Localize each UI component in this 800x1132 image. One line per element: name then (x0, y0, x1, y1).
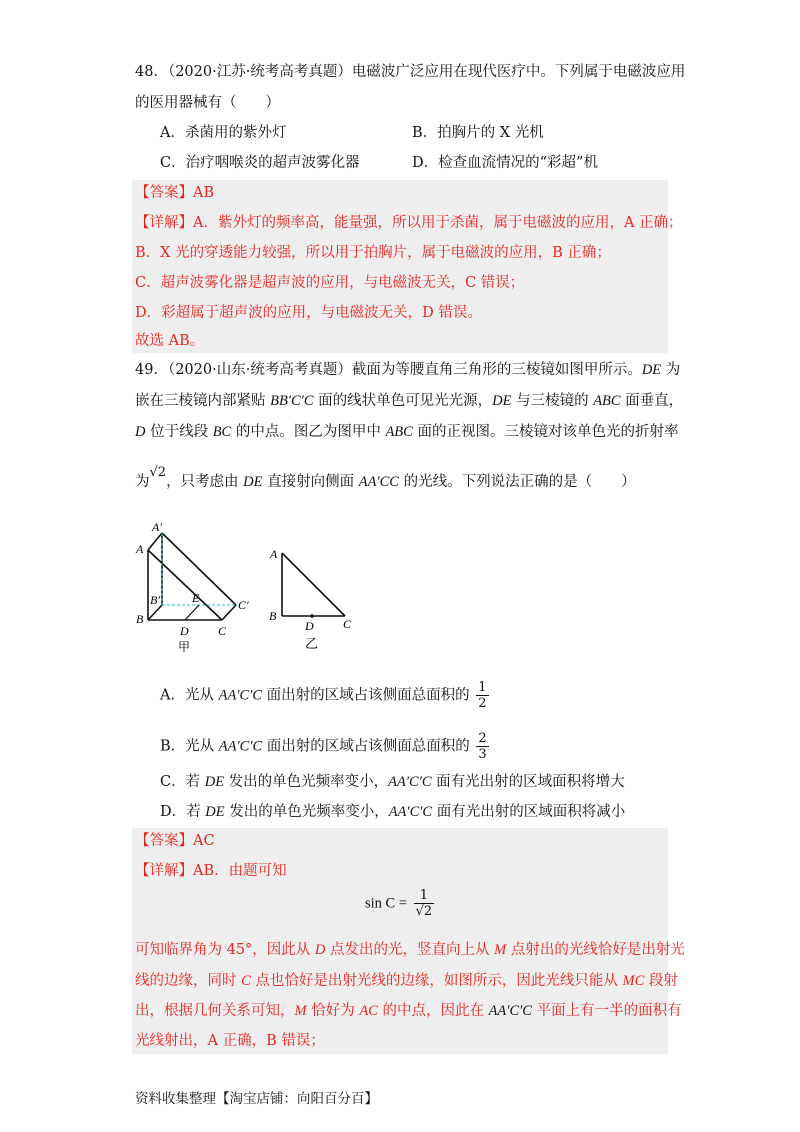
q48-detail-5: 故选 AB。 (135, 333, 205, 349)
text: 可知临界角为 45°，因此从 (135, 942, 315, 958)
var-de: DE (492, 393, 512, 409)
text: 为 (661, 362, 681, 378)
text: 的中点。图乙为图甲中 (231, 424, 386, 440)
denominator: 2 (478, 696, 487, 711)
denominator: 3 (478, 747, 487, 762)
q48-answer: 【答案】AB (135, 185, 215, 201)
var-face: AA′C′C (488, 1003, 532, 1019)
caption-jia: 甲 (178, 640, 191, 654)
numerator: 1 (414, 888, 435, 904)
q48-option-a: A．杀菌用的紫外灯 (160, 125, 287, 141)
sqrt2-symbol: √2 (149, 465, 167, 480)
label-c: C (343, 617, 352, 631)
label-a: A (270, 547, 278, 561)
q48-stem-line2: 的医用器械有（ ） (135, 95, 280, 111)
label-a-prime: A′ (152, 520, 162, 534)
label-b-prime: B′ (150, 593, 160, 607)
text: 为 (135, 474, 150, 490)
footer-source: 资料收集整理【淘宝店铺：向阳百分百】 (135, 1091, 378, 1107)
var-mc: MC (622, 973, 645, 989)
label-c-prime: C′ (238, 598, 249, 612)
q49-detail-p2 (135, 971, 678, 991)
text: 发出的单色光频率变小， (224, 774, 389, 790)
text: A．光从 (160, 687, 219, 704)
figure-jia (130, 515, 265, 655)
numerator: 1 (478, 680, 487, 695)
var-abc: ABC (385, 424, 413, 440)
text: 与三棱镜的 (511, 393, 594, 409)
q49-option-b (160, 731, 489, 762)
formula-sin-c (365, 888, 434, 919)
text: 49．（2020·山东·统考高考真题）截面为等腰直角三角形的三棱镜如图甲所示。 (135, 362, 642, 378)
var-bc: BC (212, 424, 232, 440)
q49-stem-line2 (135, 391, 683, 411)
label-b: B (136, 612, 144, 626)
text: 点发出的光，竖直向上从 (325, 942, 495, 958)
text: 面垂直， (620, 393, 684, 409)
q48-detail-1: 【详解】A．紫外灯的频率高，能量强，所以用于杀菌，属于电磁波的应用，A 正确； (135, 215, 683, 231)
text: 的光线。下列说法正确的是（ ） (398, 474, 636, 490)
text: B．光从 (160, 738, 219, 755)
label-c: C (218, 624, 227, 638)
q49-stem-line4 (135, 465, 636, 493)
q48-stem-line1: 48．（2020·江苏·统考高考真题）电磁波广泛应用在现代医疗中。下列属于电磁波应用 (135, 64, 686, 80)
var-m: M (494, 942, 507, 958)
fraction-one-over-sqrt2 (414, 888, 435, 919)
q49-detail-p4: 光线射出，A 正确，B 错误； (135, 1033, 325, 1049)
var-c: C (241, 973, 251, 989)
var-face: BB′C′C (270, 393, 314, 409)
label-d: D (180, 624, 189, 638)
text: 的中点，因此在 (377, 1003, 489, 1019)
caption-yi: 乙 (305, 637, 319, 652)
fraction-one-half (476, 680, 488, 711)
q48-detail-3: C．超声波雾化器是超声波的应用，与电磁波无关，C 错误； (135, 275, 525, 291)
q48-option-b: B．拍胸片的 X 光机 (412, 125, 544, 141)
var-d: D (314, 942, 326, 958)
var-ac: AC (359, 1003, 378, 1019)
var-abc: ABC (593, 393, 621, 409)
q49-stem-line3 (135, 422, 678, 442)
var-face: AA′C′C (388, 774, 432, 790)
text: 直接射向侧面 (262, 474, 359, 490)
text: 面的线状单色可见光光源， (313, 393, 493, 409)
denominator: √2 (415, 904, 433, 919)
var-de: DE (243, 474, 263, 490)
q48-option-c: C．治疗咽喉炎的超声波雾化器 (160, 155, 360, 171)
q48-detail-2: B．X 光的穿透能力较强，所以用于拍胸片，属于电磁波的应用，B 正确； (135, 245, 611, 261)
label-e: E (192, 591, 200, 605)
text: 面有光出射的区域面积将增大 (431, 774, 625, 790)
q49-option-c (160, 772, 625, 792)
q49-option-a (160, 680, 489, 711)
formula-lhs: sin C = (365, 895, 408, 912)
var-face: AA′C′C (218, 687, 262, 704)
label-d: D (305, 619, 314, 633)
text: 恰好为 (306, 1003, 360, 1019)
var-de: DE (205, 804, 225, 820)
var-de: DE (204, 774, 225, 790)
var-face: AA′CC (358, 474, 399, 490)
text: 出，根据几何关系可知， (135, 1003, 295, 1019)
var-face: AA′C′C (218, 738, 263, 755)
text: 发出的单色光频率变小， (224, 804, 389, 820)
text: 点也恰好是出射光线的边缘，如图所示，因此光线只能从 (250, 973, 623, 989)
q49-detail-p3 (135, 1001, 682, 1021)
var-m: M (294, 1003, 307, 1019)
text: 面有光出射的区域面积将减小 (432, 804, 626, 820)
q49-answer: 【答案】AC (135, 833, 215, 849)
text: 点射出的光线恰好是出射光 (506, 942, 685, 958)
var-face: AA′C′C (388, 804, 433, 820)
q48-answer-block (132, 180, 668, 353)
text: 面出射的区域占该侧面总面积的 (262, 738, 470, 755)
q49-detail-p1 (135, 940, 685, 960)
text: D．若 (160, 804, 206, 820)
text: 位于线段 (145, 424, 213, 440)
text: 面的正视图。三棱镜对该单色光的折射率 (412, 424, 679, 440)
fraction-two-thirds (476, 731, 488, 762)
q49-stem-line1 (135, 360, 680, 380)
var-de: DE (641, 362, 662, 378)
q49-option-d (160, 802, 625, 822)
figure-yi (265, 540, 365, 660)
text: 嵌在三棱镜内部紧贴 (135, 393, 271, 409)
numerator: 2 (478, 731, 487, 746)
text: 平面上有一半的面积有 (531, 1003, 682, 1019)
text: ，只考虑由 (166, 474, 244, 490)
text: 面出射的区域占该侧面总面积的 (262, 687, 470, 704)
q48-option-d: D．检查血流情况的“彩超”机 (412, 155, 598, 171)
q48-detail-4: D．彩超属于超声波的应用，与电磁波无关，D 错误。 (135, 305, 482, 321)
q49-detail-1: 【详解】AB．由题可知 (135, 863, 287, 879)
label-b: B (269, 609, 277, 623)
text: 线的边缘，同时 (135, 973, 242, 989)
label-a: A (136, 542, 144, 556)
text: 段射 (644, 973, 678, 989)
var-d: D (135, 424, 146, 440)
text: C．若 (160, 774, 205, 790)
